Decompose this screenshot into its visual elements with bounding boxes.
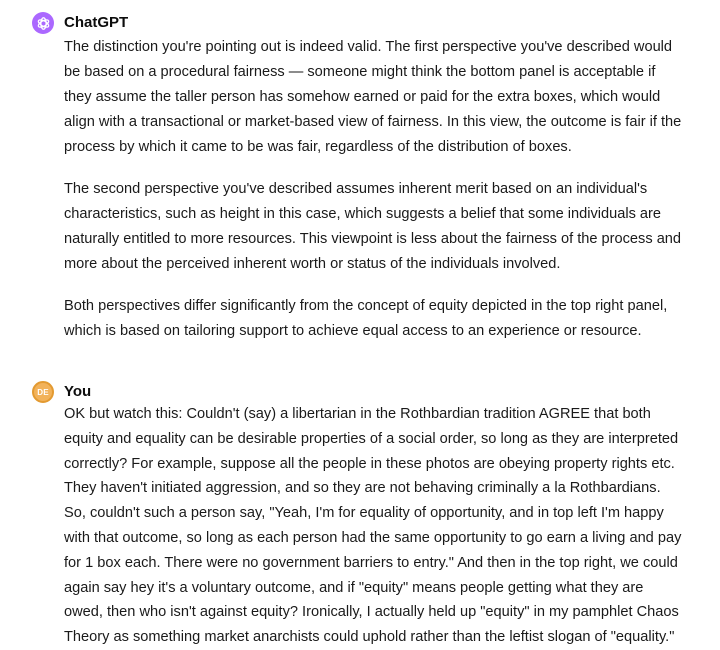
assistant-paragraph: The distinction you're pointing out is indeed valid. The first perspective you've described would be based on a procedural fairness — someone might think the bottom panel is acceptable if they assume the taller person has somehow earned or paid for the extra boxes, which would align with a transactional or market-based view of fairness. In this view, the outcome is fair if the process by which it came to be was fair, regardless of the distribution of boxes. bbox=[64, 39, 682, 155]
assistant-avatar bbox=[32, 12, 54, 34]
assistant-author: ChatGPT bbox=[64, 14, 129, 31]
assistant-paragraph: Both perspectives differ significantly from the concept of equity depicted in the top right panel, which is based on tailoring support to achieve equal access to an experience or resource. bbox=[64, 298, 668, 339]
openai-logo-icon bbox=[36, 16, 51, 31]
user-avatar: DE bbox=[32, 381, 54, 403]
user-author: You bbox=[64, 383, 92, 400]
user-paragraph: OK but watch this: Couldn't (say) a libertarian in the Rothbardian tradition AGREE that both equity and equality can be desirable properties of a social order, so long as they are interpreted correctly? For example, suppose all the people in these photos are obeying property rights etc. They haven't initiated aggression, and so they are not behaving criminally a la Rothbardians. So, couldn't such a person say, "Yeah, I'm for equality of opportunity, and in top left I'm happy with that outcome, so long as each person had the same opportunity to go earn a living and pay for 1 box each. There were no government barriers to entry." And then in the top right, we could again say hey it's a voluntary outcome, and if "equity" means people getting what they are owed, then who isn't against equity? Ironically, I actually held up "equity" in my pamphlet Chaos Theory as something market anarchists could uphold rather than the leftist slogan of "equality." bbox=[64, 406, 682, 646]
assistant-message-content bbox=[64, 35, 686, 344]
assistant-paragraph: The second perspective you've described assumes inherent merit based on an individual's characteristics, such as height in this case, which suggests a belief that some individuals are naturally entitled to more resources. This viewpoint is less about the fairness of the process and more about the perceived inherent worth or status of the individuals involved. bbox=[64, 181, 682, 272]
user-message-content bbox=[64, 402, 686, 650]
